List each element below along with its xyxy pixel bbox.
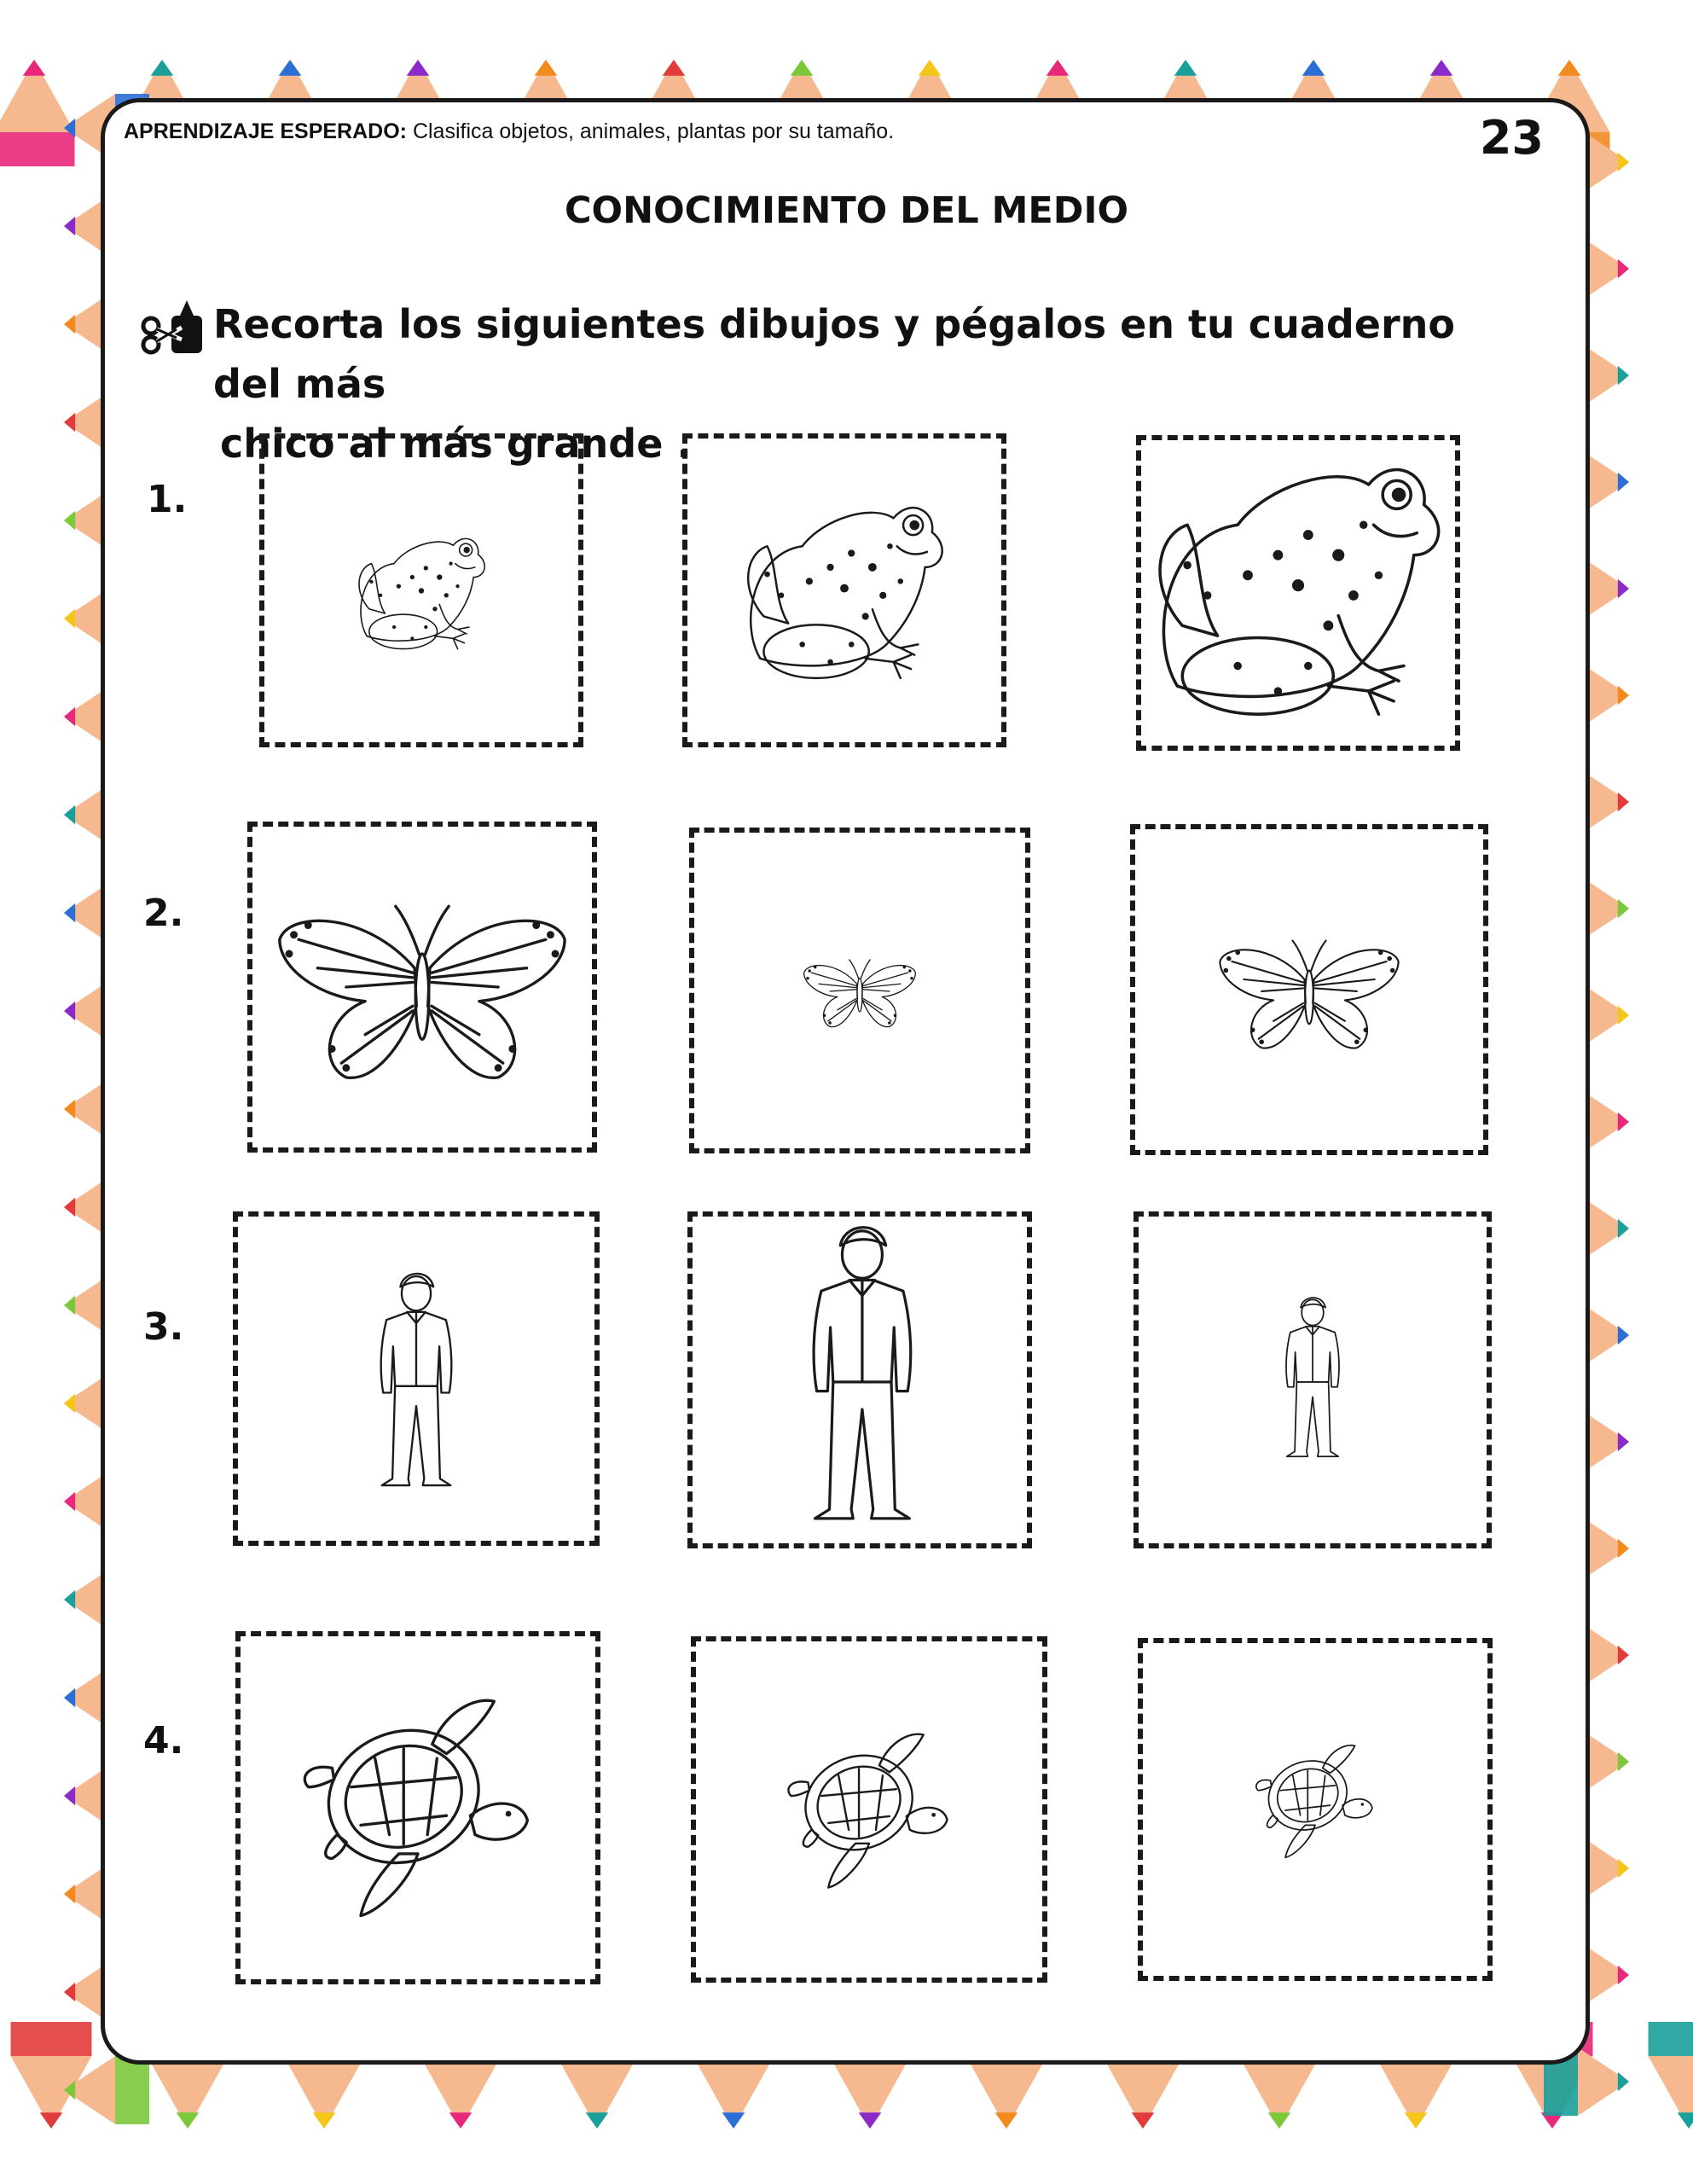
- frog-drawing: [1141, 440, 1455, 746]
- frog-drawing: [264, 439, 578, 742]
- butterfly-drawing: [694, 833, 1025, 1148]
- cut-box-butterfly-large[interactable]: [247, 822, 597, 1153]
- cut-box-butterfly-medium[interactable]: [1130, 824, 1488, 1155]
- pencil-tip: [0, 60, 75, 166]
- objective-text: Clasifica objetos, animales, plantas por su tamaño.: [412, 119, 895, 143]
- cut-box-frog-large[interactable]: [1136, 435, 1460, 751]
- cut-box-boy-small[interactable]: [1133, 1211, 1492, 1548]
- cut-box-turtle-medium[interactable]: [691, 1636, 1047, 1983]
- learning-objective: [124, 119, 894, 144]
- page-number: 23: [1479, 111, 1544, 165]
- scissors-glue-icon: [139, 290, 207, 358]
- row-number-4: 4.: [143, 1719, 184, 1763]
- instruction-line-1: Recorta los siguientes dibujos y pégalos en tu cuaderno del más: [213, 301, 1456, 407]
- pencil-tip: [11, 2022, 92, 2129]
- cut-box-boy-large[interactable]: [687, 1211, 1032, 1548]
- instruction-line-2: chico al más grande .: [220, 421, 692, 467]
- row-number-3: 3.: [143, 1305, 184, 1349]
- butterfly-drawing: [1135, 829, 1483, 1150]
- sea-turtle-drawing: [241, 1636, 595, 1979]
- boy-drawing: [693, 1217, 1027, 1543]
- cut-box-butterfly-small[interactable]: [689, 828, 1030, 1153]
- butterfly-drawing: [252, 827, 592, 1147]
- subject-title: CONOCIMIENTO DEL MEDIO: [564, 189, 1129, 232]
- sea-turtle-drawing: [1143, 1643, 1487, 1976]
- cut-box-frog-medium[interactable]: [682, 433, 1006, 747]
- cut-box-turtle-small[interactable]: [1138, 1638, 1493, 1981]
- cut-box-turtle-large[interactable]: [235, 1631, 600, 1984]
- objective-label: APRENDIZAJE ESPERADO:: [124, 119, 407, 143]
- cut-box-frog-small[interactable]: [259, 433, 583, 747]
- row-number-2: 2.: [143, 892, 184, 935]
- boy-drawing: [238, 1217, 594, 1541]
- cut-box-boy-medium[interactable]: [233, 1211, 600, 1546]
- pencil-tip: [1649, 2022, 1693, 2129]
- row-number-1: 1.: [147, 478, 188, 521]
- sea-turtle-drawing: [696, 1641, 1042, 1978]
- frog-drawing: [687, 439, 1001, 742]
- boy-drawing: [1139, 1217, 1487, 1543]
